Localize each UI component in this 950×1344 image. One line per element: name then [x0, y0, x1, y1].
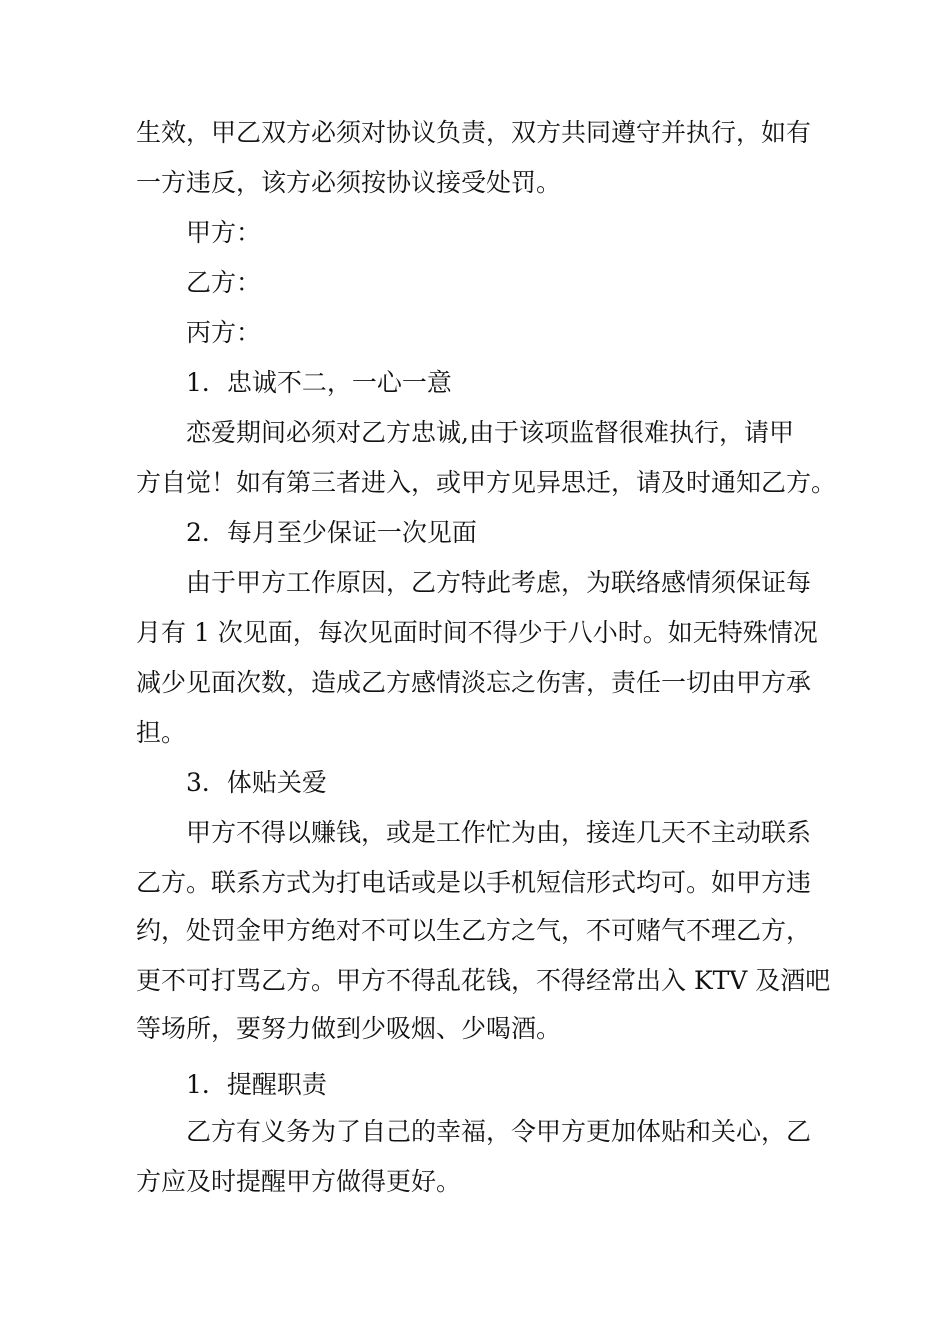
text-line: 由于甲方工作原因，乙方特此考虑，为联络感情须保证每 — [186, 568, 812, 597]
text-line: 方应及时提醒甲方做得更好。 — [136, 1167, 462, 1196]
party-a-label: 甲方： — [186, 218, 262, 247]
section-heading: 1．忠诚不二，一心一意 — [186, 368, 452, 397]
text-line: 乙方。联系方式为打电话或是以手机短信形式均可。如甲方违 — [136, 868, 812, 897]
section-heading: 3．体贴关爱 — [186, 768, 327, 797]
text-line: 恋爱期间必须对乙方忠诚,由于该项监督很难执行，请甲 — [186, 418, 794, 447]
text-line: 等场所，要努力做到少吸烟、少喝酒。 — [136, 1014, 562, 1043]
text-line: 月有 1 次见面，每次见面时间不得少于八小时。如无特殊情况 — [136, 618, 818, 647]
section-heading: 2．每月至少保证一次见面 — [186, 518, 477, 547]
text-line: 方自觉！如有第三者进入，或甲方见异思迁，请及时通知乙方。 — [136, 468, 837, 497]
party-b-label: 乙方： — [186, 268, 262, 297]
party-c-label: 丙方： — [186, 318, 262, 347]
text-line: 减少见面次数，造成乙方感情淡忘之伤害，责任一切由甲方承 — [136, 668, 812, 697]
text-line: 生效，甲乙双方必须对协议负责，双方共同遵守并执行，如有 — [136, 118, 812, 147]
section-heading: 1．提醒职责 — [186, 1070, 327, 1099]
text-line: 约，处罚金甲方绝对不可以生乙方之气，不可赌气不理乙方， — [136, 916, 812, 945]
text-line: 一方违反，该方必须按协议接受处罚。 — [136, 168, 562, 197]
text-line: 乙方有义务为了自己的幸福，令甲方更加体贴和关心，乙 — [186, 1117, 812, 1146]
text-line: 甲方不得以赚钱，或是工作忙为由，接连几天不主动联系 — [186, 818, 812, 847]
text-line: 担。 — [136, 718, 187, 747]
text-line: 更不可打骂乙方。甲方不得乱花钱，不得经常出入 KTV 及酒吧 — [136, 966, 831, 995]
